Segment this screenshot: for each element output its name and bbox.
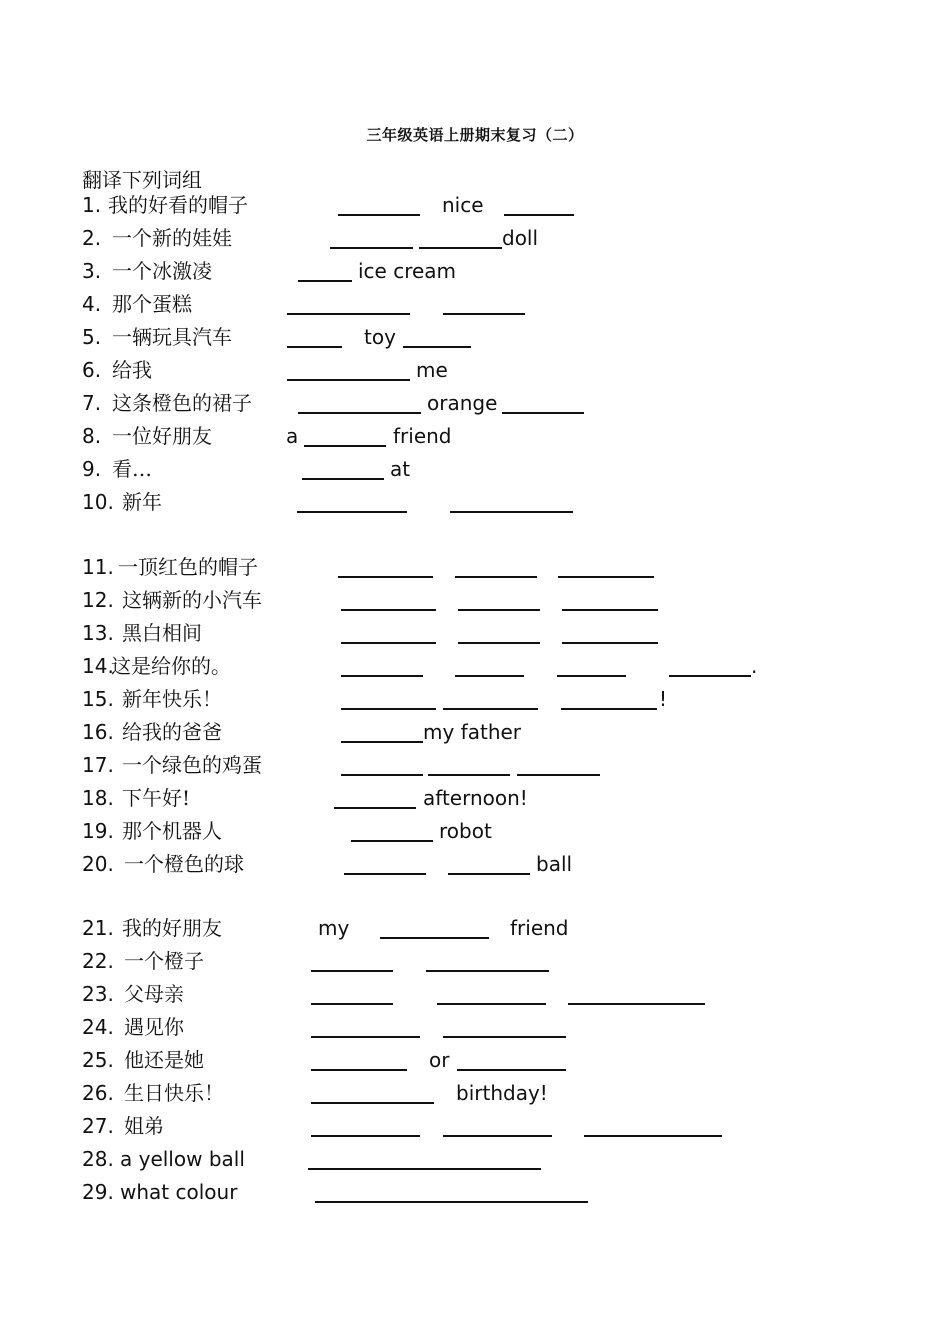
exercise-item <box>0 488 950 516</box>
given-word: friend <box>393 424 452 448</box>
answer-blank[interactable] <box>561 708 657 710</box>
item-number: 13. <box>82 621 114 645</box>
item-prompt: 那个机器人 <box>122 819 222 843</box>
answer-blank[interactable] <box>311 1102 434 1104</box>
exercise-item <box>0 784 950 812</box>
page-title: 三年级英语上册期末复习（二） <box>366 126 584 144</box>
exercise-item <box>0 980 950 1008</box>
answer-blank[interactable] <box>443 1036 566 1038</box>
answer-blank[interactable] <box>455 576 537 578</box>
answer-blank[interactable] <box>458 642 540 644</box>
item-number: 5. <box>82 325 102 349</box>
answer-blank[interactable] <box>450 511 573 513</box>
item-prompt: a yellow ball <box>120 1147 245 1171</box>
item-prompt: 姐弟 <box>124 1114 164 1138</box>
exercise-item <box>0 1145 950 1173</box>
item-prompt: 一辆玩具汽车 <box>112 325 232 349</box>
given-word: doll <box>502 226 539 250</box>
answer-blank[interactable] <box>341 774 423 776</box>
given-word: or <box>429 1048 450 1072</box>
exercise-item <box>0 257 950 285</box>
answer-blank[interactable] <box>341 708 436 710</box>
item-prompt: 一个冰激凌 <box>112 259 212 283</box>
item-number: 23. <box>82 982 114 1006</box>
item-prompt: 一个绿色的鸡蛋 <box>122 753 262 777</box>
exercise-item <box>0 914 950 942</box>
exercise-item <box>0 290 950 318</box>
answer-blank[interactable] <box>302 478 384 480</box>
exercise-item <box>0 191 950 219</box>
given-word: ! <box>659 687 668 711</box>
exercise-item <box>0 652 950 680</box>
given-word: friend <box>510 916 569 940</box>
answer-blank[interactable] <box>504 214 574 216</box>
item-prompt: 他还是她 <box>124 1048 204 1072</box>
item-prompt: 黑白相间 <box>122 621 202 645</box>
item-prompt: 新年快乐！ <box>122 687 222 711</box>
answer-blank[interactable] <box>568 1003 705 1005</box>
answer-blank[interactable] <box>380 937 489 939</box>
item-number: 17. <box>82 753 114 777</box>
given-word: at <box>390 457 411 481</box>
answer-blank[interactable] <box>334 807 416 809</box>
given-word: . <box>751 654 758 678</box>
item-number: 9. <box>82 457 102 481</box>
item-number: 14. <box>82 654 114 678</box>
item-prompt: 我的好看的帽子 <box>108 193 248 217</box>
given-word: my <box>318 916 350 940</box>
exercise-item <box>0 1046 950 1074</box>
given-word: me <box>416 358 448 382</box>
exercise-item <box>0 947 950 975</box>
item-prompt: 一个新的娃娃 <box>112 226 232 250</box>
exercise-item <box>0 389 950 417</box>
item-prompt: 生日快乐！ <box>124 1081 224 1105</box>
answer-blank[interactable] <box>403 346 471 348</box>
given-word: a <box>286 424 299 448</box>
given-word: toy <box>364 325 396 349</box>
given-word: orange <box>427 391 498 415</box>
item-number: 2. <box>82 226 102 250</box>
answer-blank[interactable] <box>517 774 600 776</box>
answer-blank[interactable] <box>443 313 525 315</box>
answer-blank[interactable] <box>341 609 436 611</box>
item-number: 24. <box>82 1015 114 1039</box>
item-number: 18. <box>82 786 114 810</box>
exercise-item <box>0 586 950 614</box>
answer-blank[interactable] <box>458 609 540 611</box>
answer-blank[interactable] <box>437 1003 546 1005</box>
answer-blank[interactable] <box>344 873 426 875</box>
item-number: 12. <box>82 588 114 612</box>
exercise-item <box>0 553 950 581</box>
item-number: 1. <box>82 193 102 217</box>
answer-blank[interactable] <box>558 576 654 578</box>
item-number: 19. <box>82 819 114 843</box>
answer-blank[interactable] <box>297 511 407 513</box>
exercise-item <box>0 422 950 450</box>
exercise-item <box>0 1079 950 1107</box>
item-prompt: 看… <box>112 457 152 481</box>
answer-blank[interactable] <box>669 675 751 677</box>
answer-blank[interactable] <box>338 576 433 578</box>
given-word: robot <box>439 819 492 843</box>
item-prompt: 给我的爸爸 <box>122 720 222 744</box>
answer-blank[interactable] <box>287 346 342 348</box>
item-number: 16. <box>82 720 114 744</box>
answer-blank[interactable] <box>562 642 658 644</box>
answer-blank[interactable] <box>311 1003 393 1005</box>
exercise-item <box>0 619 950 647</box>
answer-blank[interactable] <box>308 1168 541 1170</box>
exercise-item <box>0 323 950 351</box>
answer-blank[interactable] <box>457 1069 566 1071</box>
item-number: 11. <box>82 555 114 579</box>
answer-blank[interactable] <box>304 445 386 447</box>
item-prompt: 下午好! <box>122 786 191 810</box>
item-prompt: 给我 <box>112 358 152 382</box>
answer-blank[interactable] <box>311 1069 407 1071</box>
answer-blank[interactable] <box>443 708 538 710</box>
exercise-item <box>0 356 950 384</box>
answer-blank[interactable] <box>557 675 626 677</box>
item-prompt: what colour <box>120 1180 238 1204</box>
answer-blank[interactable] <box>330 247 413 249</box>
answer-blank[interactable] <box>315 1201 588 1203</box>
item-prompt: 父母亲 <box>124 982 184 1006</box>
given-word: my father <box>423 720 522 744</box>
item-number: 28. <box>82 1147 114 1171</box>
answer-blank[interactable] <box>562 609 658 611</box>
answer-blank[interactable] <box>455 675 524 677</box>
answer-blank[interactable] <box>351 840 433 842</box>
item-prompt: 这是给你的。 <box>111 654 231 678</box>
answer-blank[interactable] <box>298 280 352 282</box>
item-prompt: 我的好朋友 <box>122 916 222 940</box>
exercise-item <box>0 718 950 746</box>
exercise-item <box>0 455 950 483</box>
item-number: 25. <box>82 1048 114 1072</box>
item-number: 27. <box>82 1114 114 1138</box>
answer-blank[interactable] <box>311 1036 420 1038</box>
item-prompt: 遇见你 <box>124 1015 184 1039</box>
item-prompt: 那个蛋糕 <box>112 292 192 316</box>
item-prompt: 这辆新的小汽车 <box>122 588 262 612</box>
exercise-item <box>0 224 950 252</box>
item-number: 7. <box>82 391 102 415</box>
answer-blank[interactable] <box>502 412 584 414</box>
answer-blank[interactable] <box>298 412 421 414</box>
item-number: 8. <box>82 424 102 448</box>
exercise-item <box>0 1013 950 1041</box>
section-heading: 翻译下列词组 <box>82 168 202 192</box>
item-prompt: 新年 <box>122 490 162 514</box>
given-word: nice <box>442 193 484 217</box>
given-word: ice cream <box>358 259 457 283</box>
item-number: 20. <box>82 852 114 876</box>
answer-blank[interactable] <box>341 741 423 743</box>
answer-blank[interactable] <box>443 1135 552 1137</box>
given-word: birthday! <box>456 1081 548 1105</box>
item-number: 15. <box>82 687 114 711</box>
answer-blank[interactable] <box>341 642 436 644</box>
exercise-item <box>0 685 950 713</box>
exercise-item <box>0 817 950 845</box>
given-word: ball <box>536 852 573 876</box>
answer-blank[interactable] <box>338 214 420 216</box>
answer-blank[interactable] <box>426 970 549 972</box>
exercise-item <box>0 1112 950 1140</box>
answer-blank[interactable] <box>287 379 410 381</box>
answer-blank[interactable] <box>428 774 510 776</box>
answer-blank[interactable] <box>341 675 423 677</box>
answer-blank[interactable] <box>448 873 530 875</box>
item-number: 3. <box>82 259 102 283</box>
exercise-item <box>0 850 950 878</box>
item-number: 10. <box>82 490 114 514</box>
item-number: 29. <box>82 1180 114 1204</box>
item-prompt: 一个橙子 <box>124 949 204 973</box>
item-number: 6. <box>82 358 102 382</box>
exercise-item <box>0 751 950 779</box>
answer-blank[interactable] <box>584 1135 722 1137</box>
answer-blank[interactable] <box>311 1135 420 1137</box>
answer-blank[interactable] <box>419 247 502 249</box>
item-prompt: 一顶红色的帽子 <box>118 555 258 579</box>
item-prompt: 一个橙色的球 <box>124 852 244 876</box>
item-number: 22. <box>82 949 114 973</box>
answer-blank[interactable] <box>311 970 393 972</box>
answer-blank[interactable] <box>287 313 410 315</box>
item-number: 4. <box>82 292 102 316</box>
item-number: 26. <box>82 1081 114 1105</box>
item-prompt: 一位好朋友 <box>112 424 212 448</box>
exercise-item <box>0 1178 950 1206</box>
item-prompt: 这条橙色的裙子 <box>112 391 252 415</box>
given-word: afternoon! <box>423 786 528 810</box>
item-number: 21. <box>82 916 114 940</box>
